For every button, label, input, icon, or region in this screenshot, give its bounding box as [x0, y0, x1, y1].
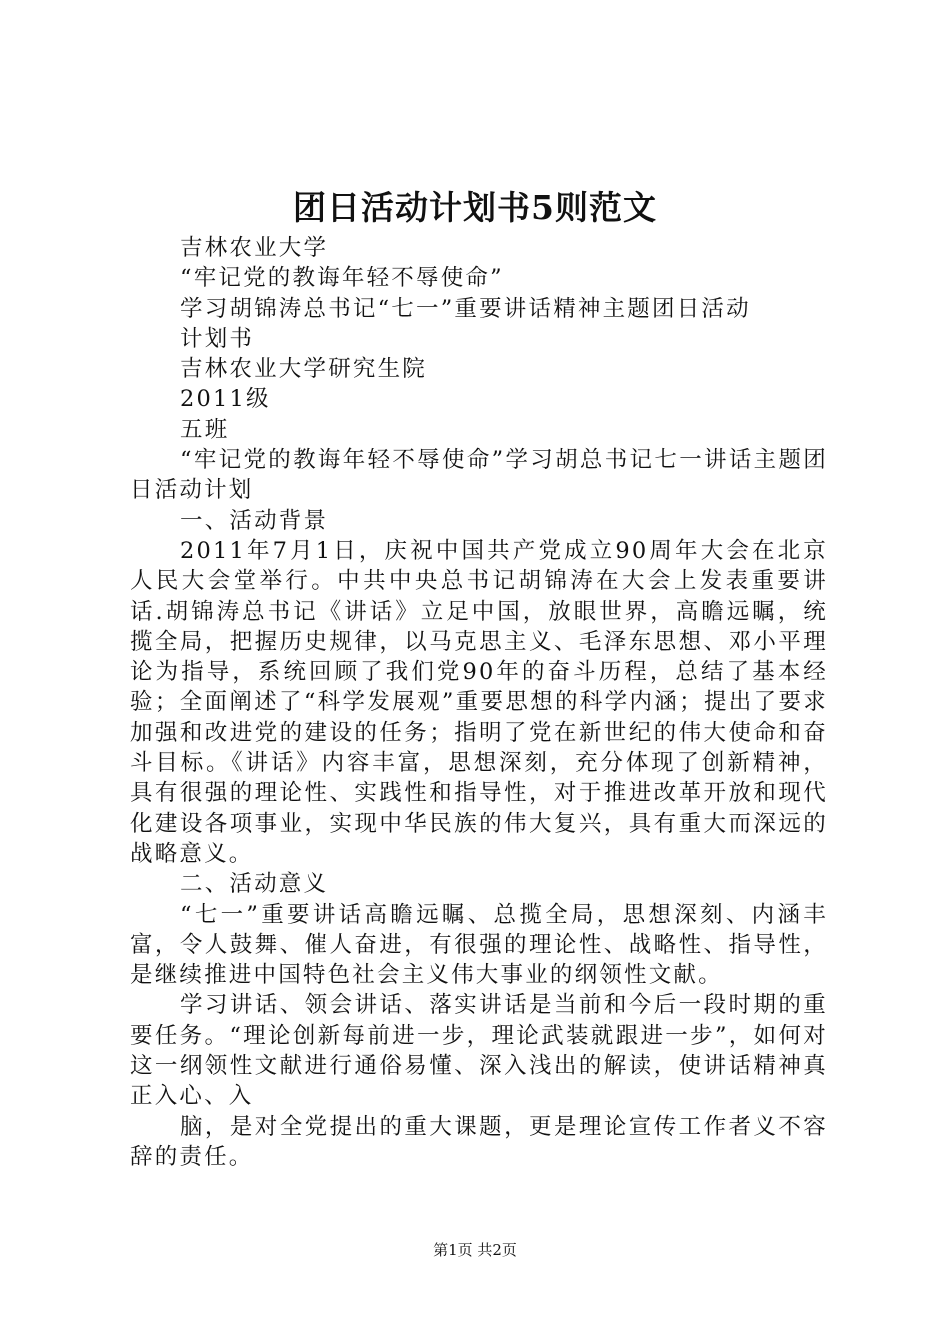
- header-line-university: 吉林农业大学: [180, 235, 329, 261]
- header-line-plan: 计划书: [180, 325, 255, 352]
- document-body: [130, 233, 828, 1172]
- header-line-school: 吉林农业大学研究生院: [180, 356, 428, 383]
- section-heading-significance: 二、活动意义: [180, 871, 329, 898]
- paragraph-significance-2: 学习讲话、领会讲话、落实讲话是当前和今后一段时期的重要任务。“理论创新每前进一步，理论武装就跟进一步”，如何对这一纲领性文献进行通俗易懂、深入浅出的解读，使讲话精神真正入心、入: [130, 992, 828, 1110]
- paragraph-background: 2011年7月1日，庆祝中国共产党成立90周年大会在北京人民大会堂举行。中共中央总书记胡锦涛在大会上发表重要讲话.胡锦涛总书记《讲话》立足中国，放眼世界，高瞻远瞩，统揽全局，把握历史规律，以马克思主义、毛泽东思想、邓小平理论为指导，系统回顾了我们党90年的奋斗历程，总结了基本经验；全面阐述了“科学发展观”重要思想的科学内涵；提出了要求加强和改进党的建设的任务；指明了党在新世纪的伟大使命和奋斗目标。《讲话》内容丰富，思想深刻，充分体现了创新精神，具有很强的理论性、实践性和指导性，对于推进改革开放和现代化建设各项事业，实现中华民族的伟大复兴，具有重大而深远的战略意义。: [130, 537, 828, 867]
- document-title: 团日活动计划书5则范文: [293, 188, 657, 227]
- paragraph-significance-1: “七一”重要讲话高瞻远瞩、总揽全局，思想深刻、内涵丰富，令人鼓舞、催人奋进，有很强的理论性、战略性、指导性，是继续推进中国特色社会主义伟大事业的纲领性文献。: [130, 901, 828, 989]
- header-line-class: 五班: [180, 416, 230, 443]
- header-line-slogan: “牢记党的教诲年轻不辱使命”: [180, 265, 504, 292]
- intro-paragraph: “牢记党的教诲年轻不辱使命”学习胡总书记七一讲话主题团日活动计划: [130, 447, 828, 504]
- page-footer: 第1页 共2页: [433, 1241, 517, 1259]
- section-heading-background: 一、活动背景: [180, 507, 329, 534]
- header-line-theme: 学习胡锦涛总书记“七一”重要讲话精神主题团日活动: [180, 295, 751, 322]
- paragraph-significance-3: 脑，是对全党提出的重大课题，更是理论宣传工作者义不容辞的责任。: [130, 1113, 828, 1170]
- header-line-grade: 2011级: [180, 386, 271, 413]
